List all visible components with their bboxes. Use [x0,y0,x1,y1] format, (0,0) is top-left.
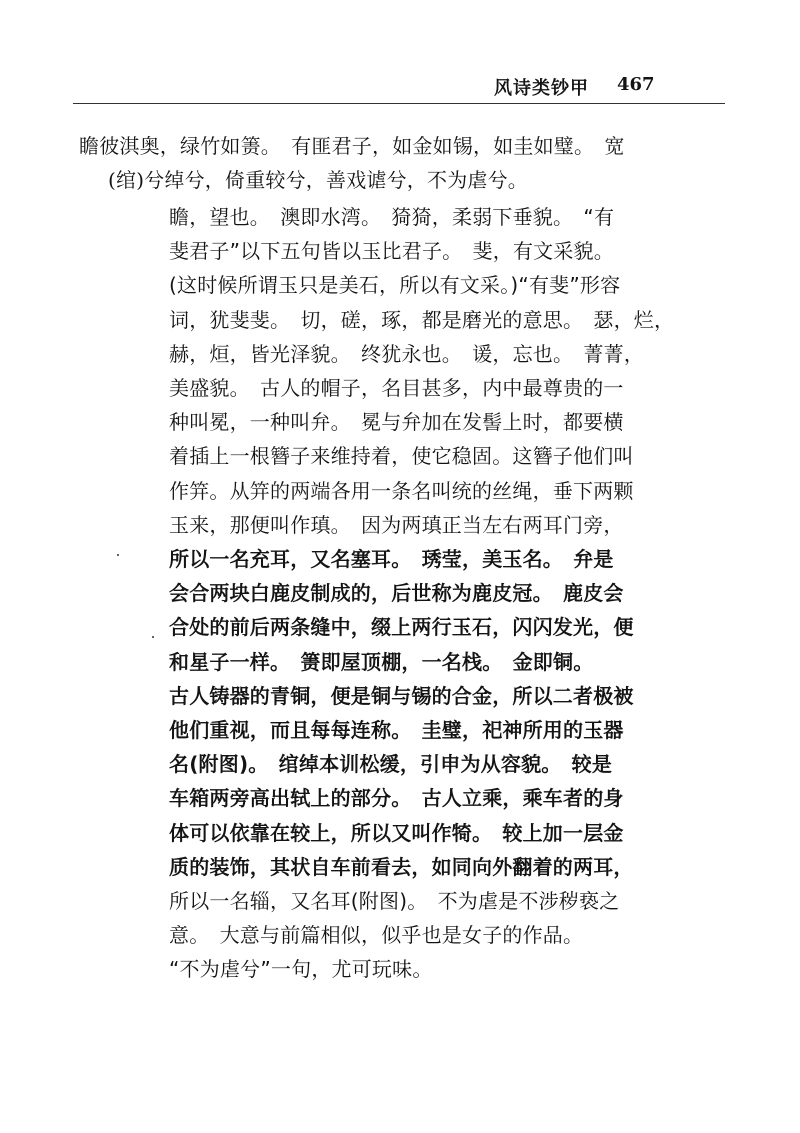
annotation-line-3: (这时候所谓玉只是美石，所以有文采。)“有斐”形容 [169,273,621,297]
annotation-line-13: 合处的前后两条缝中，缀上两行玉石，闪闪发光，便 [169,615,634,639]
annotation-line-20: 质的装饰，其状自车前看去，如同向外翻着的两耳， [169,855,634,879]
annotation-line-16: 他们重视，而且每每连称。 圭璧，祀神所用的玉器 [169,718,624,742]
annotation-line-21: 所以一名辎，又名耳(附图)。 不为虐是不涉秽亵之 [169,889,620,913]
page-number: 467 [617,74,655,95]
annotation-line-7: 种叫冕，一种叫弁。 冕与弁加在发髻上时，都要横 [169,410,624,434]
annotation-line-2: 斐君子”以下五句皆以玉比君子。 斐，有文采貌。 [169,239,614,263]
annotation-line-9: 作笄。从笄的两端各用一条名叫统的丝绳，垂下两颗 [169,479,634,503]
annotation-line-19: 体可以依靠在较上，所以又叫作犄。 较上加一层金 [169,821,624,845]
poem-line-1: 瞻彼淇奥，绿竹如箦。 有匪君子，如金如锡，如圭如璧。 宽 [79,134,625,158]
header-rule [73,103,725,104]
annotation-line-1: 瞻，望也。 澳即水湾。 猗猗，柔弱下垂貌。 “有 [169,205,615,229]
annotation-line-4: 词，犹斐斐。 切，磋，琢，都是磨光的意思。 瑟，烂， [169,308,675,332]
running-title: 风诗类钞甲 [494,78,589,99]
page-header [0,60,800,110]
scan-speck [152,636,154,638]
annotation-line-5: 赫，烜，皆光泽貌。 终犹永也。 谖，忘也。 菁菁， [169,342,644,366]
annotation-line-15: 古人铸器的青铜，便是铜与锡的合金，所以二者极被 [169,684,634,708]
annotation-line-8: 着插上一根簪子来维持着，使它稳固。这簪子他们叫 [169,444,634,468]
annotation-line-23: “不为虐兮”一句，尤可玩味。 [169,957,433,981]
poem-line-2: (绾)兮绰兮，倚重较兮，善戏谑兮，不为虐兮。 [108,168,529,192]
annotation-line-11: 所以一名充耳，又名塞耳。 琇莹，美玉名。 弁是 [169,547,614,571]
annotation-line-17: 名(附图)。 绾绰本训松缓，引申为从容貌。 较是 [169,752,613,776]
annotation-line-10: 玉来，那便叫作瑱。 因为两瑱正当左右两耳门旁， [169,513,624,537]
annotation-line-14: 和星子一样。 箦即屋顶棚，一名栈。 金即铜。 [169,650,594,674]
annotation-line-6: 美盛貌。 古人的帽子，名目甚多，内中最尊贵的一 [169,376,624,400]
annotation-line-18: 车箱两旁高出轼上的部分。 古人立乘，乘车者的身 [169,786,624,810]
scan-speck [117,554,119,556]
annotation-line-12: 会合两块白鹿皮制成的，后世称为鹿皮冠。 鹿皮会 [169,581,624,605]
annotation-line-22: 意。 大意与前篇相似，似乎也是女子的作品。 [169,923,584,947]
